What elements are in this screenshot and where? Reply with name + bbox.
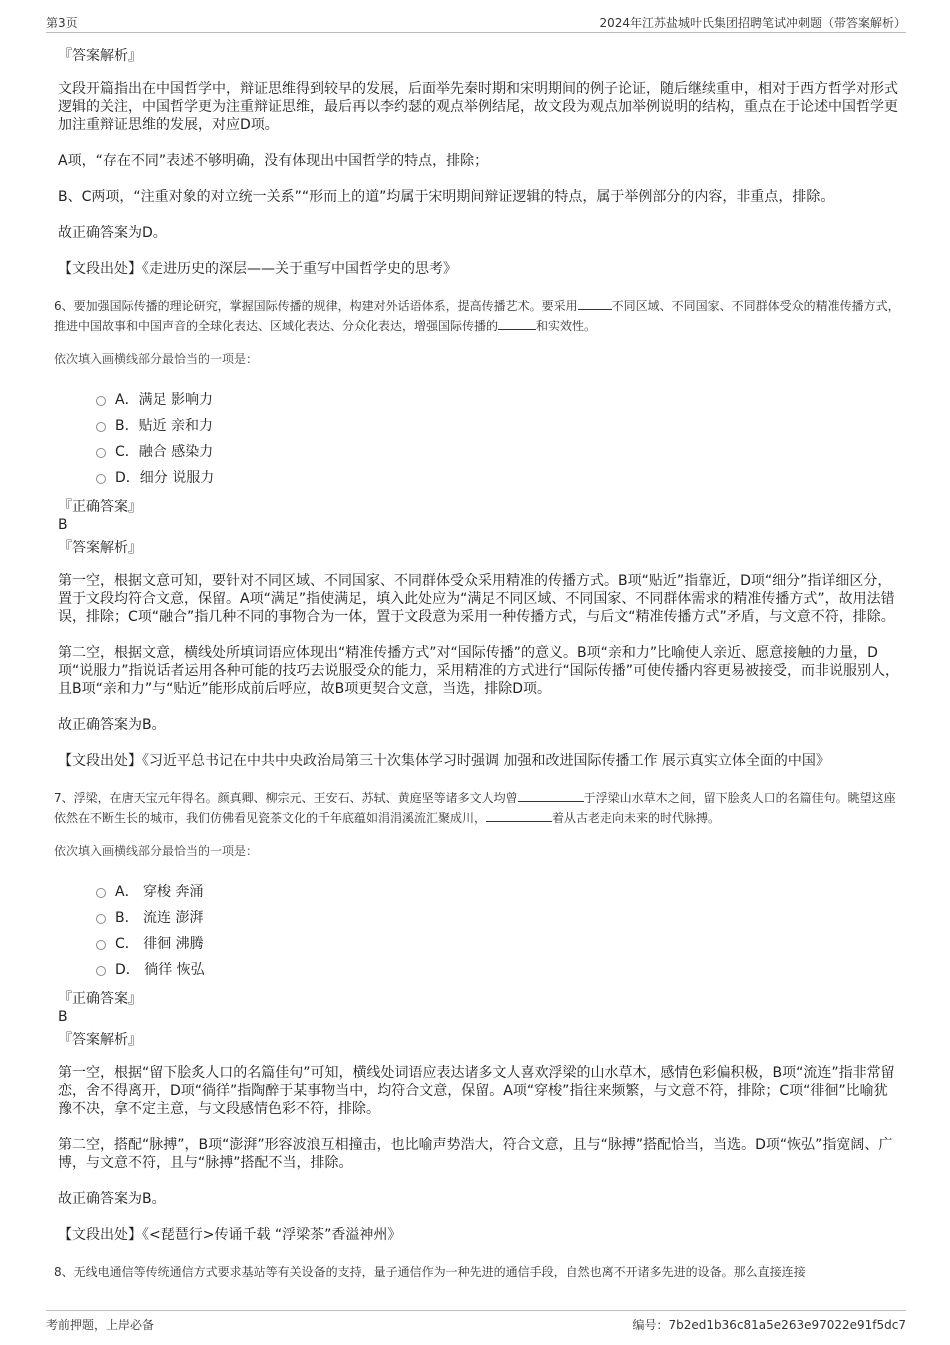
analysis-label: 『答案解析』: [58, 48, 142, 64]
q7-analysis-p1: 第一空，根据“留下脍炙人口的名篇佳句”可知，横线处词语应表达诸多文人喜欢浮梁的山水草木，感情色彩偏积极，B项“流连”指非常留恋，舍不得离开，D项“徜徉”指陶醉于某事物当中，均符合文意，保留。A项“穿梭”指往来频繁，与文意不符，排除；C项“徘徊”比喻犹豫不决，拿不定主意，与文段感情色彩不符，排除。: [58, 1065, 895, 1117]
correct-answer-label: 『正确答案』: [58, 499, 142, 515]
q6-analysis-p2: 第二空，根据文意，横线处所填词语应体现出“精准传播方式”对“国际传播”的意义。B项“亲和力”比喻使人亲近、愿意接触的力量，D项“说服力”指说话者运用各种可能的技巧去说服受众的能力，采用精准的方式进行“国际传播”可使传播内容更易被接受，而非说服别人，且B项“亲和力”与“贴近”能形成前后呼应，故B项更契合文意，当选，排除D项。: [58, 645, 900, 697]
q7-option-c[interactable]: C． 徘徊 沸腾: [96, 930, 900, 956]
q7-source: 【文段出处】《<琵琶行>传诵千载 “浮梁茶”香溢神州》: [58, 1227, 402, 1243]
blank-2: [486, 809, 552, 822]
q7-fill-prompt: 依次填入画横线部分最恰当的一项是：: [54, 844, 259, 858]
q6-analysis-p1: 第一空，根据文意可知，要针对不同区域、不同国家、不同群体受众采用精准的传播方式。B项“贴近”指靠近，D项“细分”指详细区分，置于文段均符合文意，保留。A项“满足”指使满足，填入此处应为“满足不同区域、不同国家、不同群体需求的精准传播方式”，故用法错误，排除；C项“融合”指几种不同的事物合为一体，置于文段意为采用一种传播方式，与后文“精准传播方式”矛盾，与文意不符，排除。: [58, 573, 895, 625]
q6-option-d[interactable]: D．细分 说服力: [96, 464, 900, 490]
correct-answer-label: 『正确答案』: [58, 991, 142, 1007]
document-body: [54, 46, 900, 1296]
radio-icon[interactable]: [96, 914, 106, 924]
page-header: [46, 12, 906, 33]
radio-icon[interactable]: [96, 448, 106, 458]
q5-analysis-p3: B、C两项，“注重对象的对立统一关系”“形而上的道”均属于宋明期间辩证逻辑的特点，属于举例部分的内容，非重点，排除。: [58, 189, 835, 205]
q6-option-b[interactable]: B．贴近 亲和力: [96, 412, 900, 438]
radio-icon[interactable]: [96, 474, 106, 484]
blank-1: [518, 789, 584, 802]
q6-analysis-p3: 故正确答案为B。: [58, 717, 166, 733]
blank-2: [498, 317, 536, 330]
q6-answer: B: [58, 517, 68, 533]
q7-option-d[interactable]: D． 徜徉 恢弘: [96, 956, 900, 982]
q5-analysis-p4: 故正确答案为D。: [58, 225, 167, 241]
document-title: 2024年江苏盐城叶氏集团招聘笔试冲刺题（带答案解析）: [599, 16, 906, 30]
q7-analysis-p2: 第二空，搭配“脉搏”，B项“澎湃”形容波浪互相撞击，也比喻声势浩大，符合文意，且与“脉搏”搭配恰当，当选。D项“恢弘”指宽阔、广博，与文意不符，且与“脉搏”搭配不当，排除。: [58, 1137, 893, 1171]
radio-icon[interactable]: [96, 396, 106, 406]
q6-option-c[interactable]: C．融合 感染力: [96, 438, 900, 464]
q6-option-a[interactable]: A．满足 影响力: [96, 386, 900, 412]
page-number: 第3页: [46, 16, 78, 30]
radio-icon[interactable]: [96, 966, 106, 976]
q6-stem: 6、要加强国际传播的理论研究，掌握国际传播的规律，构建对外话语体系，提高传播艺术。要采用 不同区域、不同国家、不同群体受众的精准传播方式，推进中国故事和中国声音的全球化表达、区域化表达、分众化表达，增强国际传播的 和实效性。: [54, 299, 900, 333]
q7-option-a[interactable]: A． 穿梭 奔涌: [96, 878, 900, 904]
q6-fill-prompt: 依次填入画横线部分最恰当的一项是：: [54, 352, 259, 366]
q5-analysis-p1: 文段开篇指出在中国哲学中，辩证思维得到较早的发展，后面举先秦时期和宋明期间的例子论证，随后继续重申，相对于西方哲学对形式逻辑的关注，中国哲学更为注重辩证思维，最后再以李约瑟的观点举例结尾，故文段为观点加举例说明的结构，重点在于论述中国哲学更加注重辩证思维的发展，对应D项。: [58, 81, 898, 133]
radio-icon[interactable]: [96, 888, 106, 898]
page-footer: [46, 1310, 906, 1335]
q6-source: 【文段出处】《习近平总书记在中共中央政治局第三十次集体学习时强调 加强和改进国际传播工作 展示真实立体全面的中国》: [58, 753, 830, 769]
analysis-label: 『答案解析』: [58, 1032, 142, 1048]
radio-icon[interactable]: [96, 422, 106, 432]
analysis-label: 『答案解析』: [58, 540, 142, 556]
document-code: 编号：7b2ed1b36c81a5e263e97022e91f5dc7: [632, 1318, 906, 1332]
q7-answer: B: [58, 1009, 68, 1025]
blank-1: [578, 297, 612, 310]
radio-icon[interactable]: [96, 940, 106, 950]
q7-analysis-p3: 故正确答案为B。: [58, 1191, 166, 1207]
q8-stem: 8、无线电通信等传统通信方式要求基站等有关设备的支持，量子通信作为一种先进的通信手段，自然也离不开诸多先进的设备。那么直接连接: [54, 1265, 806, 1279]
q5-analysis-p2: A项，“存在不同”表述不够明确，没有体现出中国哲学的特点，排除；: [58, 153, 489, 169]
q5-source: 【文段出处】《走进历史的深层——关于重写中国哲学史的思考》: [58, 261, 457, 277]
q7-stem: 7、浮梁，在唐天宝元年得名。颜真卿、柳宗元、王安石、苏轼、黄庭坚等诸多文人均曾 于浮梁山水草木之间，留下脍炙人口的名篇佳句。眺望这座依然在不断生长的城市，我们仿佛看见瓷茶文化的千年底蕴如涓涓溪流汇聚成川， 着从古老走向未来的时代脉搏。: [54, 791, 896, 825]
footer-slogan: 考前押题，上岸必备: [46, 1318, 155, 1332]
q7-option-b[interactable]: B． 流连 澎湃: [96, 904, 900, 930]
